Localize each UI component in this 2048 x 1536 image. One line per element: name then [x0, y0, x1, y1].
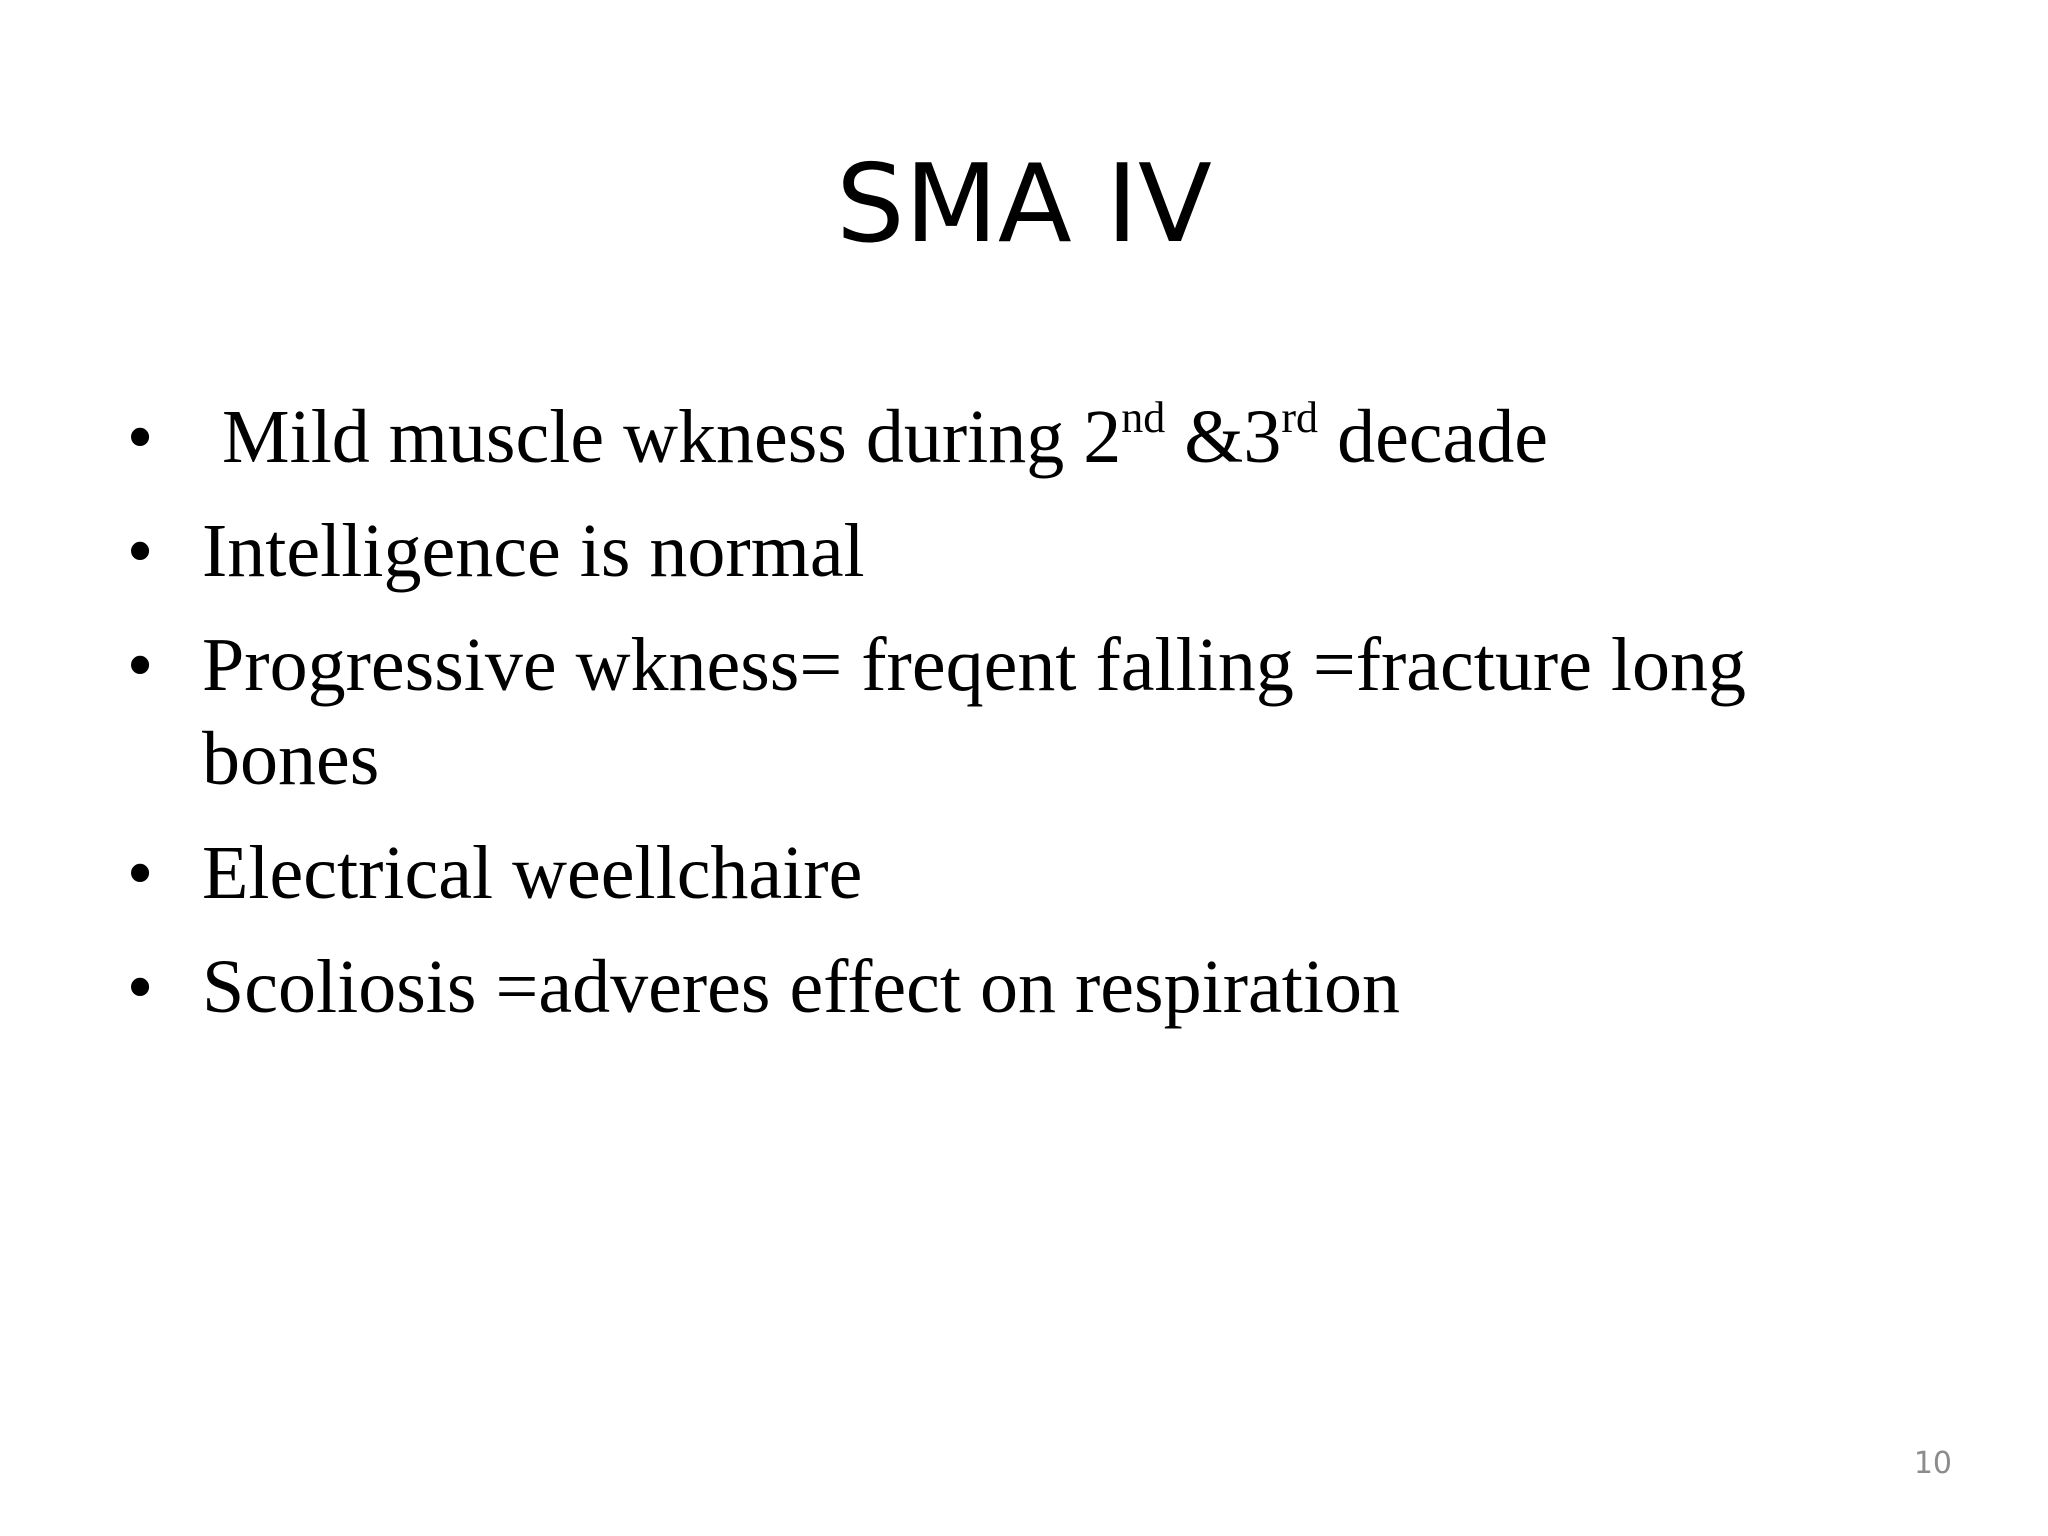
- bullet-text-part: Mild muscle wkness during 2: [222, 395, 1122, 479]
- superscript-ordinal: nd: [1121, 393, 1166, 442]
- bullet-text-part: decade: [1318, 395, 1548, 479]
- bullet-icon: •: [126, 623, 154, 707]
- bullet-icon: •: [126, 509, 154, 593]
- slide-title: SMA IV: [836, 142, 1212, 267]
- bullet-icon: •: [126, 831, 154, 915]
- bullet-text: [202, 395, 1548, 479]
- bullet-text: Intelligence is normal: [202, 509, 865, 593]
- bullet-list: [120, 390, 1880, 1054]
- bullet-text: Progressive wkness= freqent falling =fracture long bones: [202, 623, 1747, 801]
- bullet-item-scoliosis: [120, 940, 1880, 1034]
- page-number: 10: [1913, 1446, 1952, 1481]
- superscript-ordinal: rd: [1281, 393, 1319, 442]
- bullet-icon: •: [126, 395, 154, 479]
- bullet-text: Electrical weellchaire: [202, 831, 863, 915]
- bullet-text-part: &3: [1165, 395, 1282, 479]
- bullet-item-intelligence: [120, 504, 1880, 598]
- bullet-item-wheelchair: [120, 826, 1880, 920]
- bullet-item-progressive-weakness: [120, 618, 1880, 806]
- bullet-item-weakness: [120, 390, 1880, 484]
- bullet-icon: •: [126, 945, 154, 1029]
- bullet-text: Scoliosis =adveres effect on respiration: [202, 945, 1401, 1029]
